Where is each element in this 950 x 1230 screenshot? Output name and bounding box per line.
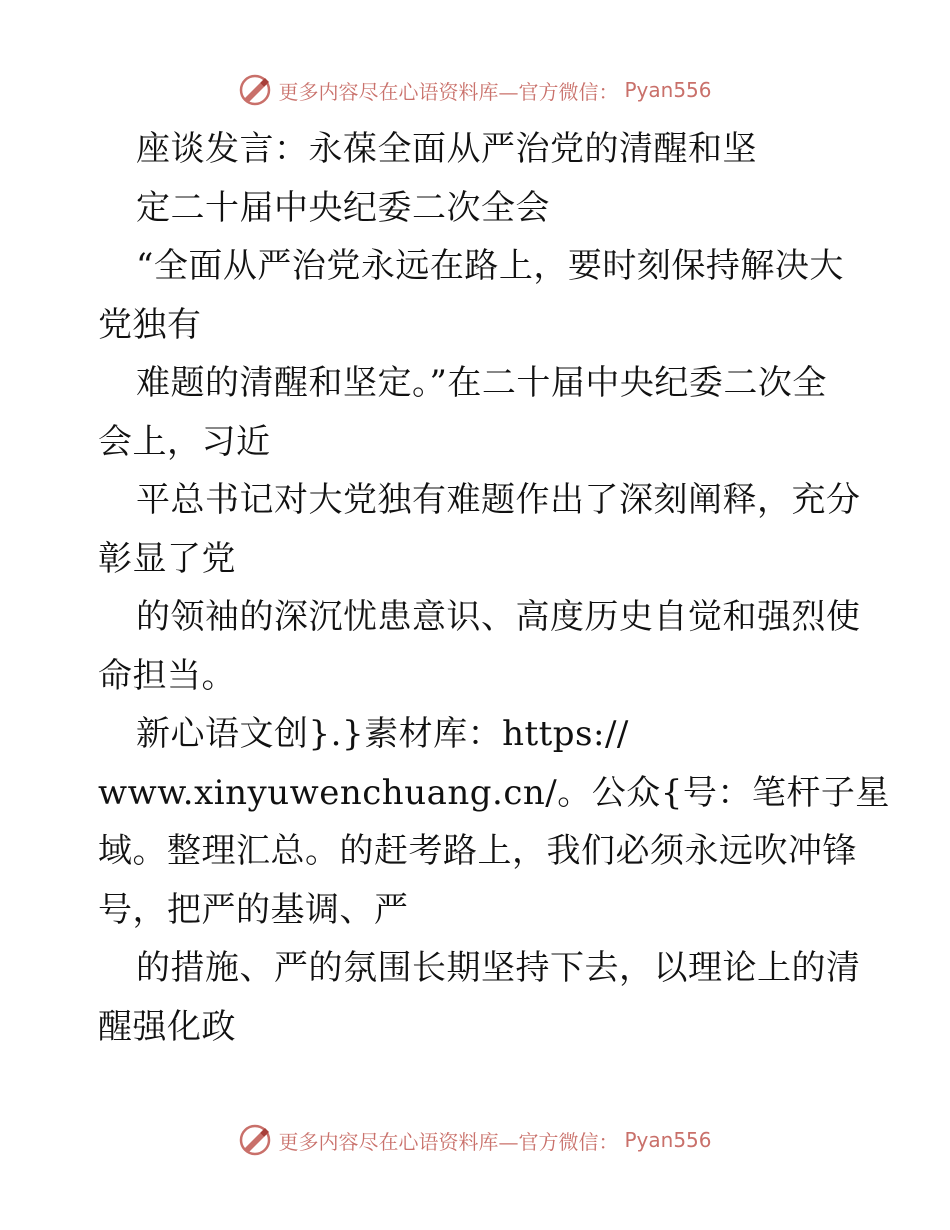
banner-wechat-id: Pyan556: [624, 1128, 712, 1152]
text-line: 域。整理汇总。的赶考路上，我们必须永远吹冲锋: [98, 831, 857, 871]
text-line: 新心语文创}.}素材库：https://: [136, 714, 629, 754]
text-line: 的措施、严的氛围长期坚持下去，以理论上的清: [136, 948, 861, 988]
text-line: 定二十届中央纪委二次全会: [136, 187, 550, 228]
text-line: 平总书记对大党独有难题作出了深刻阐释，充分: [136, 480, 861, 520]
text-line: 会上，习近: [98, 421, 271, 462]
pen-logo-icon: [238, 73, 272, 107]
text-line: “全面从严治党永远在路上，要时刻保持解决大: [136, 246, 844, 286]
text-line: 党独有: [98, 304, 202, 345]
document-body: [98, 120, 890, 1056]
header-banner: [0, 70, 950, 110]
text-line: 彰显了党: [98, 538, 236, 579]
footer-banner: [0, 1120, 950, 1160]
text-line: 座谈发言：永葆全面从严治党的清醒和坚: [136, 129, 757, 169]
pen-logo-icon: [238, 1123, 272, 1157]
text-line: 号，把严的基调、严: [98, 889, 409, 930]
banner-text: 更多内容尽在心语资料库—官方微信：: [278, 79, 619, 104]
text-line: 命担当。: [98, 655, 236, 696]
text-line: 的领袖的深沉忧患意识、高度历史自觉和强烈使: [136, 597, 861, 637]
banner-wechat-id: Pyan556: [624, 78, 712, 102]
banner-text: 更多内容尽在心语资料库—官方微信：: [278, 1129, 619, 1154]
text-line: 难题的清醒和坚定。”在二十届中央纪委二次全: [136, 363, 827, 403]
text-line: www.xinyuwenchuang.cn/。公众{号：笔杆子星: [98, 772, 890, 813]
text-line: 醒强化政: [98, 1006, 236, 1047]
